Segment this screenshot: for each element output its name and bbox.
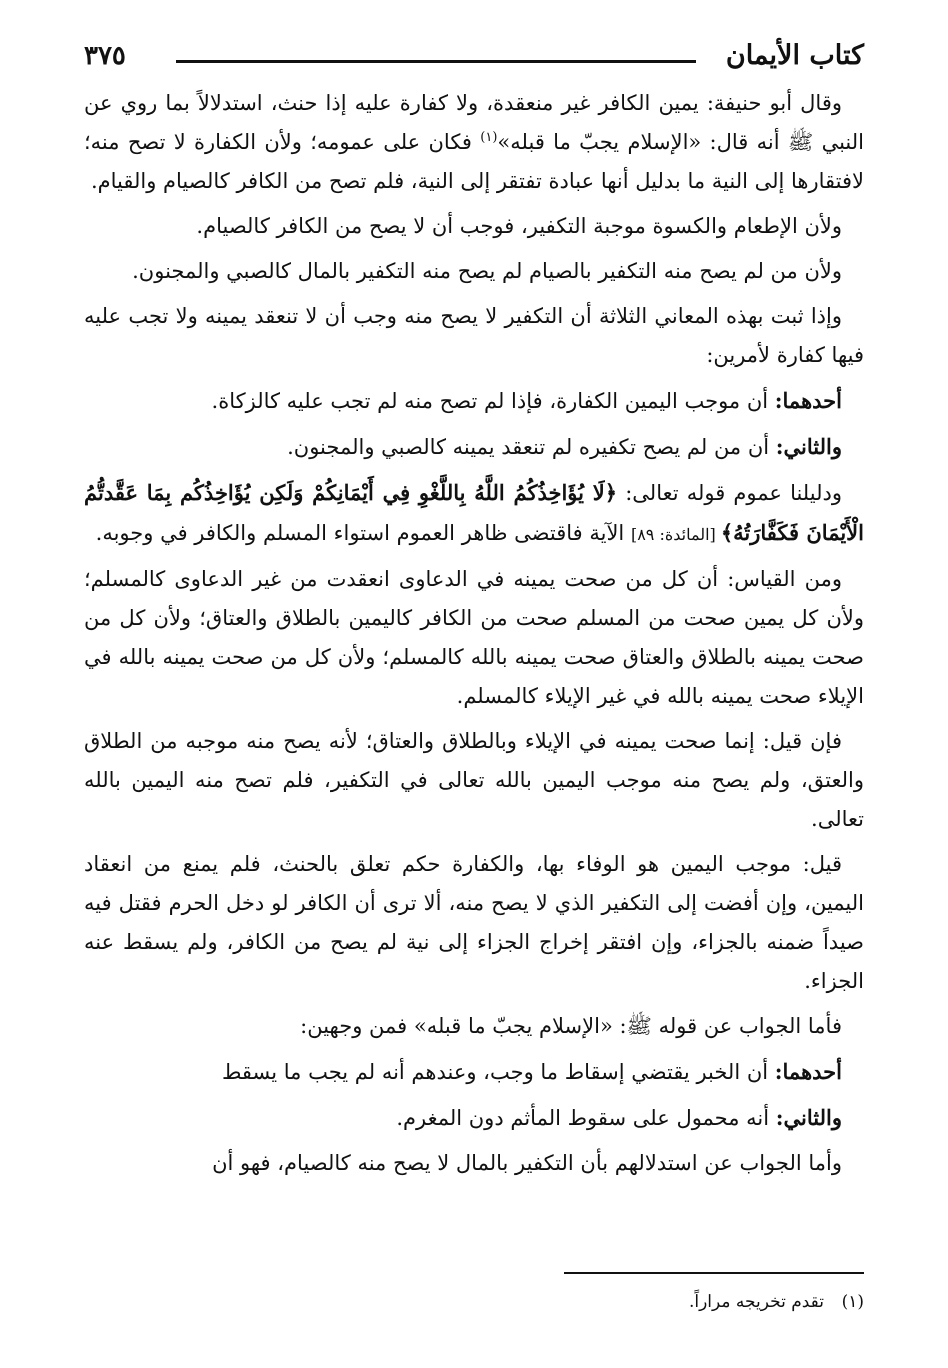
point-text: أن الخبر يقتضي إسقاط ما وجب، وعندهم أنه لم يجب ما يسقط: [221, 1060, 775, 1084]
point-label: أحدهما:: [774, 1059, 842, 1084]
page-header: [84, 36, 864, 80]
paragraph-1: [84, 84, 864, 201]
point-label: والثاني:: [775, 1105, 842, 1130]
paragraph-7-text: ودليلنا عموم قوله تعالى:: [617, 481, 842, 505]
footnote-reference: (١): [480, 130, 498, 145]
paragraph-10: قيل: موجب اليمين هو الوفاء بها، والكفارة حكم تعلق بالحنث، فلم يمنع من انعقاد اليمين، وإن أفضت إلى التكفير الذي لا يصح منه، ألا ترى أن الكافر لو دخل الحرم فقتل فيه صيداً ضمنه بالجزاء، وإن افتقر إخراج الجزاء إلى نية لم يصح من الكافر، ولم يسقط عنه الجزاء.: [84, 852, 864, 993]
paragraph-7-text-2: الآية فاقتضى ظاهر العموم استواء المسلم والكافر في وجوبه.: [95, 521, 631, 545]
paragraph-9: فإن قيل: إنما صحت يمينه في الإيلاء وبالطلاق والعتاق؛ لأنه يصح منه موجبه من الطلاق والعتق، ولم يصح منه موجب اليمين بالله تعالى في التكفير، فلم تصح منه اليمين بالله تعالى.: [84, 729, 864, 831]
paragraph-4: وإذا ثبت بهذه المعاني الثلاثة أن التكفير لا يصح منه وجب أن لا تنعقد يمينه ولا تجب عليه فيها كفارة لأمرين:: [84, 304, 864, 367]
paragraph-6: [84, 427, 864, 467]
point-text: أن موجب اليمين الكفارة، فإذا لم تصح منه لم تجب عليه كالزكاة.: [211, 389, 775, 413]
page-number: ٣٧٥: [84, 41, 126, 71]
paragraph-5: [84, 381, 864, 421]
paragraph-7: [84, 473, 864, 554]
point-label: أحدهما:: [774, 388, 842, 413]
paragraph-1-text: وقال أبو حنيفة: يمين الكافر غير منعقدة، ولا كفارة عليه إذا حنث، استدلالاً بما روي عن النبي ﷺ أنه قال: «الإسلام يجبّ ما قبله»: [84, 91, 864, 154]
footnote-rule: [564, 1272, 864, 1274]
quran-verse: ﴿لَا يُؤَاخِذُكُمُ اللَّهُ بِاللَّغْوِ فِي أَيْمَانِكُمْ وَلَكِن يُؤَاخِذُكُم بِمَا عَقَّدتُّمُ الْأَيْمَانَ فَكَفَّارَتُهُ﴾: [84, 480, 864, 545]
header-rule: [176, 60, 696, 63]
footnote-number: (١): [841, 1292, 864, 1312]
paragraph-2: ولأن الإطعام والكسوة موجبة التكفير، فوجب أن لا يصح من الكافر كالصيام.: [196, 214, 842, 238]
paragraph-12: [84, 1052, 864, 1092]
paragraph-14: وأما الجواب عن استدلالهم بأن التكفير بالمال لا يصح منه كالصيام، فهو أن: [212, 1151, 842, 1175]
point-label: والثاني:: [775, 434, 842, 459]
paragraph-1-text-2: فكان على عمومه؛ ولأن الكفارة لا تصح منه؛ لافتقارها إلى النية ما بدليل أنها عبادة تفتقر إلى النية، فلم تصح من الكافر كالصيام والقيام.: [84, 130, 864, 193]
paragraph-8: ومن القياس: أن كل من صحت يمينه في الدعاوى انعقدت من غير الدعاوى كالمسلم؛ ولأن كل يمين صحت من المسلم صحت من الكافر كاليمين بالطلاق والعتاق؛ ولأن كل من صحت يمينه بالطلاق والعتاق صحت يمينه بالله كالمسلم؛ ولأن كل من صحت يمينه بالله في الإيلاء صحت يمينه بالله في غير الإيلاء كالمسلم.: [84, 567, 864, 708]
paragraph-3: ولأن من لم يصح منه التكفير بالصيام لم يصح منه التكفير بالمال كالصبي والمجنون.: [132, 259, 842, 283]
point-text: أنه محمول على سقوط المأثم دون المغرم.: [396, 1106, 776, 1130]
paragraph-11: فأما الجواب عن قوله ﷺ: «الإسلام يجبّ ما قبله» فمن وجهين:: [300, 1014, 842, 1038]
chapter-title: كتاب الأيمان: [725, 40, 864, 71]
footnote: [84, 1288, 864, 1316]
point-text: أن من لم يصح تكفيره لم تنعقد يمينه كالصبي والمجنون.: [287, 435, 776, 459]
verse-citation: [المائدة: ٨٩]: [630, 525, 721, 544]
footnote-text: تقدم تخريجه مراراً.: [688, 1292, 824, 1312]
paragraph-13: [84, 1098, 864, 1138]
main-text: [84, 84, 864, 1189]
